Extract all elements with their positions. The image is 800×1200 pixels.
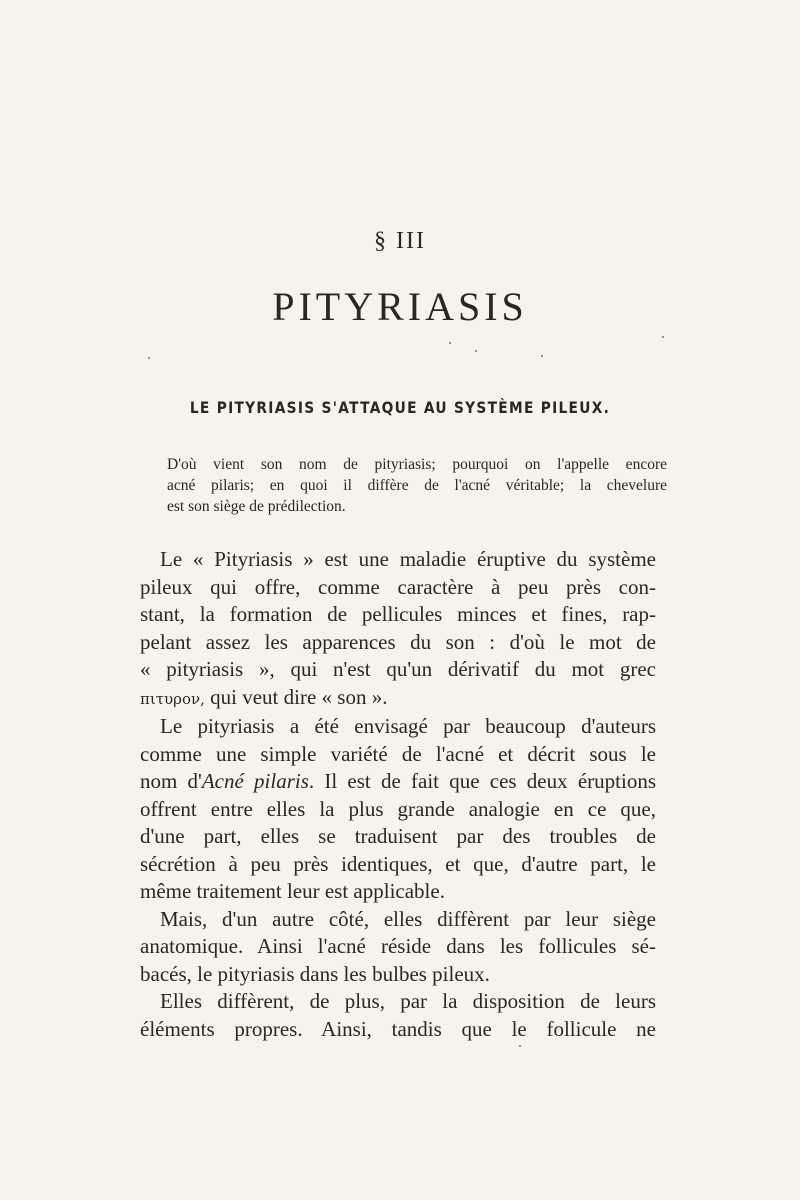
body-text xyxy=(140,546,656,1043)
body-line: Elles diffèrent, de plus, par la disposition de leurs xyxy=(160,989,656,1013)
body-line: Le « Pityriasis » est une maladie éruptive du système xyxy=(160,547,656,571)
body-line: Mais, d'un autre côté, elles diffèrent par leur siège xyxy=(160,906,656,931)
body-line: d'une part, elles se traduisent par des troubles de xyxy=(140,824,656,848)
body-line: Le pityriasis a été envisagé par beaucoup d'auteurs xyxy=(160,714,656,738)
speck xyxy=(148,357,150,359)
body-line-suffix: . Il est de fait que ces deux éruptions xyxy=(308,769,656,793)
body-line xyxy=(140,684,656,714)
italic-term: Acné pilaris xyxy=(201,769,309,793)
body-line: « pityriasis », qui n'est qu'un dérivatif du mot grec xyxy=(140,657,656,681)
speck xyxy=(541,355,543,357)
summary-line: acné pilaris; en quoi il diffère de l'acné véritable; la chevelure xyxy=(167,477,667,494)
body-line: bacés, le pityriasis dans les bulbes pileux. xyxy=(140,961,490,986)
body-line: éléments propres. Ainsi, tandis que le follicule ne xyxy=(140,1016,656,1041)
speck xyxy=(449,342,451,344)
body-line: comme une simple variété de l'acné et décrit sous le xyxy=(140,741,656,766)
speck xyxy=(475,350,477,352)
body-line: sécrétion à peu près identiques, et que, d'autre part, le xyxy=(140,851,656,876)
speck xyxy=(662,336,664,338)
section-number: § III xyxy=(374,228,426,254)
chapter-title: PITYRIASIS xyxy=(272,284,528,329)
speck xyxy=(519,1045,521,1047)
chapter-subtitle: LE PITYRIASIS S'ATTAQUE AU SYSTÈME PILEUX. xyxy=(189,398,611,417)
body-line: pileux qui offre, comme caractère à peu près con- xyxy=(140,574,656,599)
summary-line: D'où vient son nom de pityriasis; pourquoi on l'appelle encore xyxy=(167,456,667,473)
greek-word: πιτυρον, xyxy=(140,689,205,708)
chapter-summary xyxy=(167,454,667,517)
body-line: stant, la formation de pellicules minces et fines, rap- xyxy=(140,602,656,626)
body-line: offrent entre elles la plus grande analogie en ce que, xyxy=(140,796,656,821)
body-line: même traitement leur est applicable. xyxy=(140,879,445,903)
body-line-prefix: nom d' xyxy=(140,769,202,793)
body-line: pelant assez les apparences du son : d'où le mot de xyxy=(140,629,656,654)
body-line xyxy=(140,768,656,796)
summary-line: est son siège de prédilection. xyxy=(167,498,346,515)
body-line: anatomique. Ainsi l'acné réside dans les follicules sé- xyxy=(140,934,656,958)
body-line-rest: qui veut dire « son ». xyxy=(204,684,388,709)
